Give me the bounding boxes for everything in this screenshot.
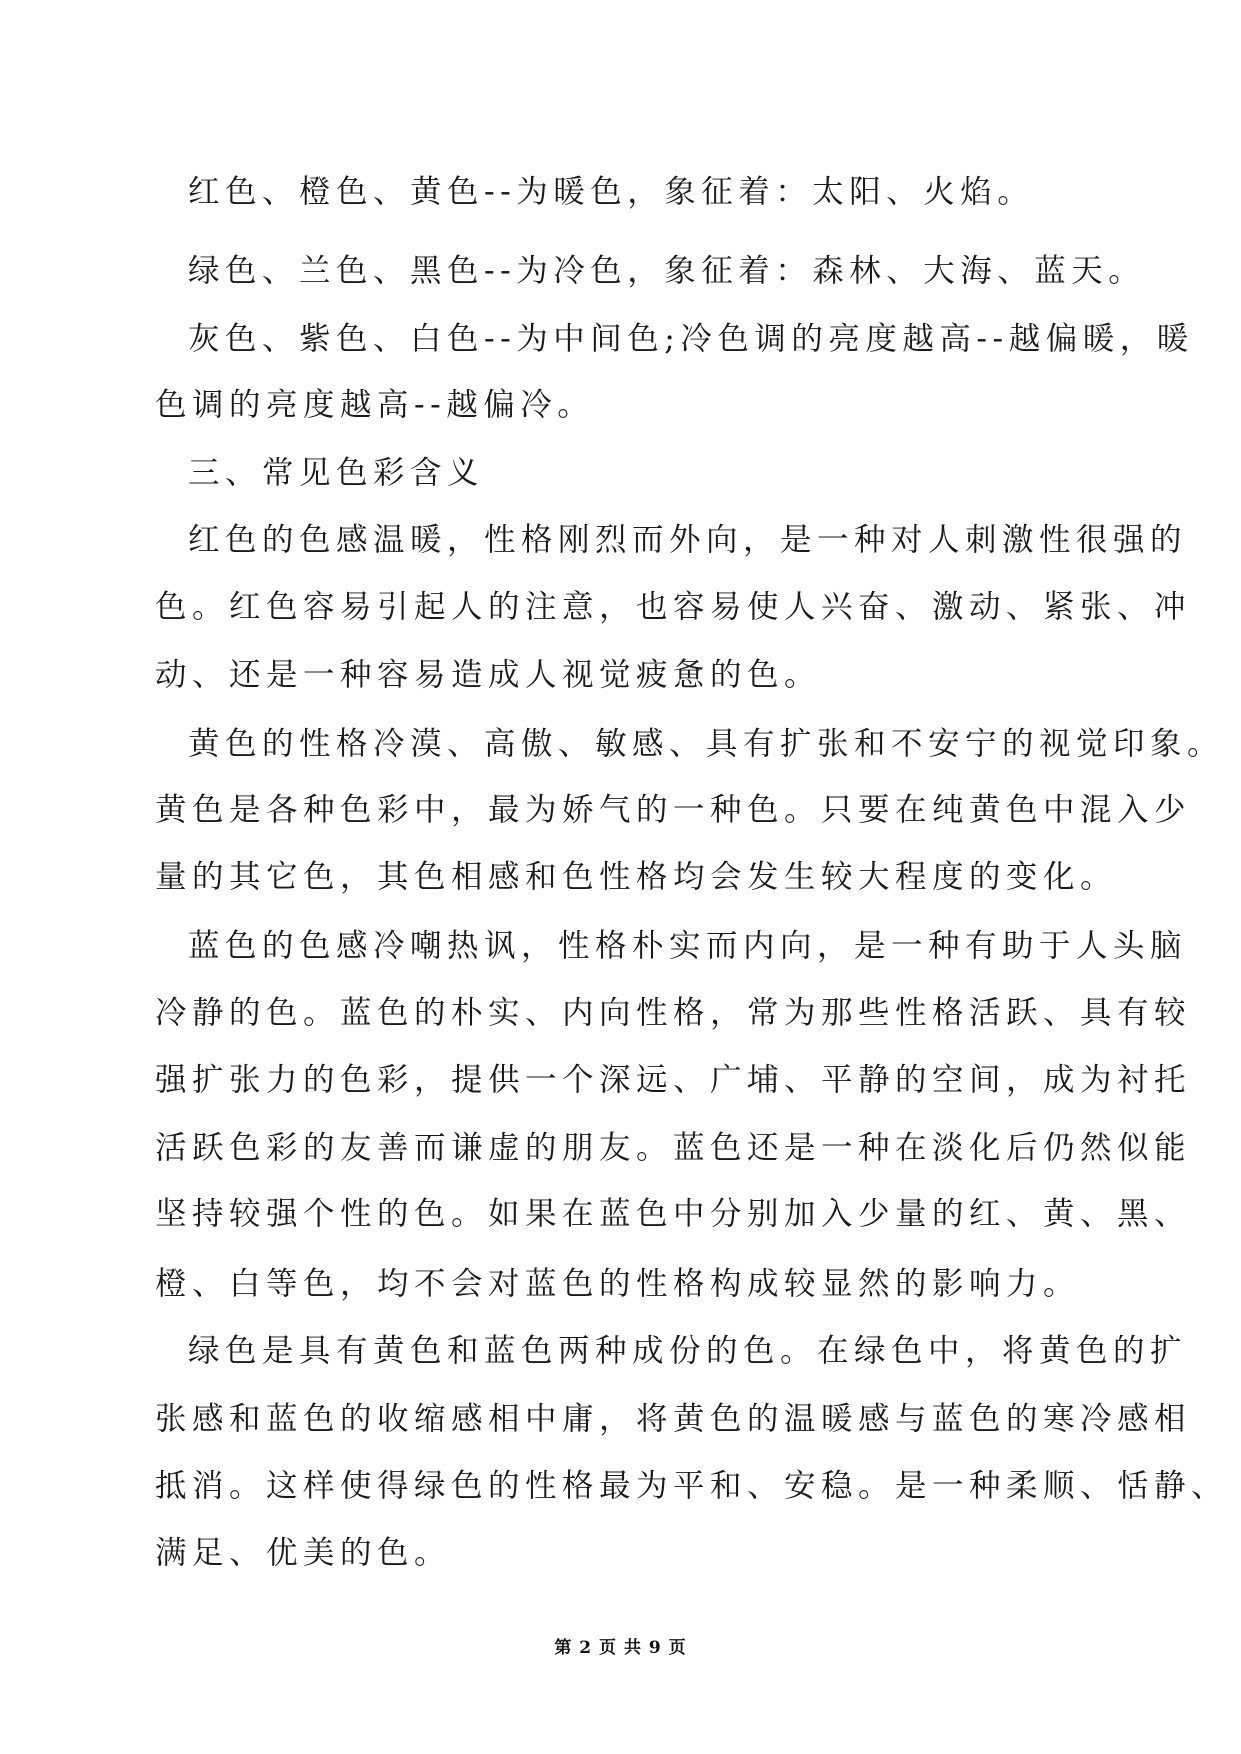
paragraph-line: 冷静的色。蓝色的朴实、内向性格，常为那些性格活跃、具有较 <box>155 995 1192 1031</box>
paragraph-line: 绿色是具有黄色和蓝色两种成份的色。在绿色中，将黄色的扩 <box>188 1333 1188 1369</box>
page-number-footer: 第 2 页 共 9 页 <box>554 1638 687 1658</box>
section-heading: 三、常见色彩含义 <box>188 455 485 491</box>
paragraph-line: 绿色、兰色、黑色--为冷色，象征着：森林、大海、蓝天。 <box>188 253 1146 289</box>
paragraph-line: 色调的亮度越高--越偏冷。 <box>155 387 595 423</box>
paragraph-line: 张感和蓝色的收缩感相中庸，将黄色的温暖感与蓝色的寒冷感相 <box>155 1401 1192 1437</box>
paragraph-line: 红色、橙色、黄色--为暖色，象征着：太阳、火焰。 <box>188 174 1035 210</box>
paragraph-line: 红色的色感温暖，性格刚烈而外向，是一种对人刺激性很强的 <box>188 522 1188 558</box>
paragraph-line: 满足、优美的色。 <box>155 1535 452 1571</box>
paragraph-line: 黄色是各种色彩中，最为娇气的一种色。只要在纯黄色中混入少 <box>155 792 1192 828</box>
paragraph-line: 色。红色容易引起人的注意，也容易使人兴奋、激动、紧张、冲 <box>155 589 1192 625</box>
paragraph-line: 蓝色的色感冷嘲热讽，性格朴实而内向，是一种有助于人头脑 <box>188 928 1188 964</box>
paragraph-line: 动、还是一种容易造成人视觉疲惫的色。 <box>155 657 822 693</box>
paragraph-line: 强扩张力的色彩，提供一个深远、广埔、平静的空间，成为衬托 <box>155 1062 1192 1098</box>
paragraph-line: 抵消。这样使得绿色的性格最为平和、安稳。是一种柔顺、恬静、 <box>155 1468 1229 1504</box>
paragraph-line: 橙、白等色，均不会对蓝色的性格构成较显然的影响力。 <box>155 1266 1081 1302</box>
paragraph-line: 灰色、紫色、白色--为中间色;冷色调的亮度越高--越偏暖，暖 <box>188 321 1194 357</box>
paragraph-line: 活跃色彩的友善而谦虚的朋友。蓝色还是一种在淡化后仍然似能 <box>155 1130 1192 1166</box>
paragraph-line: 黄色的性格冷漠、高傲、敏感、具有扩张和不安宁的视觉印象。 <box>188 726 1225 762</box>
paragraph-line: 坚持较强个性的色。如果在蓝色中分别加入少量的红、黄、黑、 <box>155 1196 1192 1232</box>
paragraph-line: 量的其它色，其色相感和色性格均会发生较大程度的变化。 <box>155 859 1118 895</box>
